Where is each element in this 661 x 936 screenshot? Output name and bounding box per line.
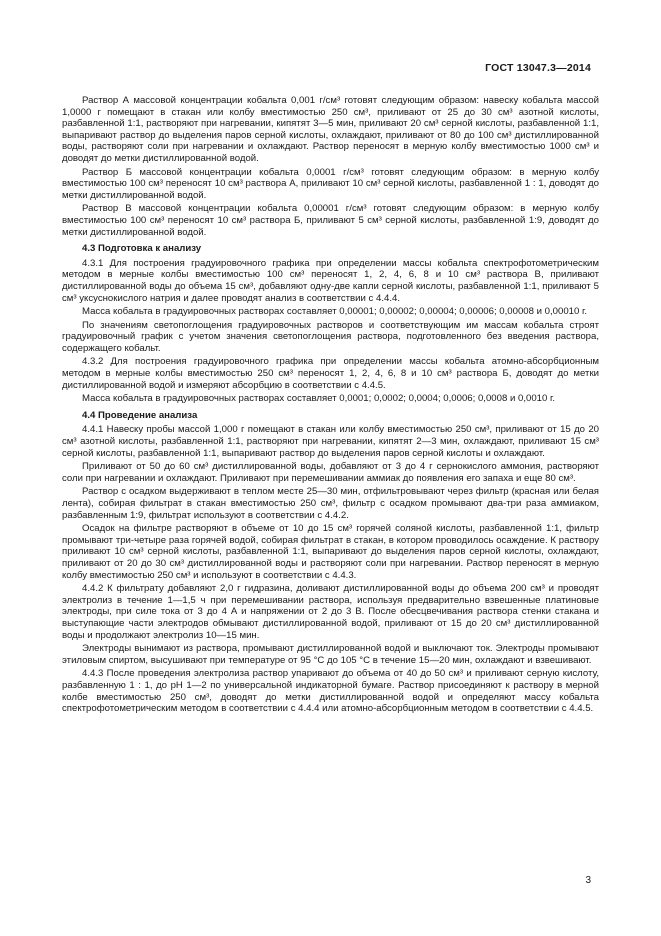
paragraph-4-3-2: 4.3.2 Для построения градуировочного графика при определении массы кобальта атомно-абсорбционным методом в мерные колбы вместимостью 250 см³ переносят 1, 2, 4, 6, 8 и 10 см³ раствора Б, доводят до метки дистиллированной водой и измеряют абсорбцию в соответствии с 4.4.5. xyxy=(62,356,599,391)
paragraph-precipitate: Осадок на фильтре растворяют в объеме от 10 до 15 см³ горячей соляной кислоты, разбавленной 1:1, фильтр промывают три-четыре раза горячей водой, собирая фильтрат в стакан, в котором проводилось осаждение. К раствору приливают 10 см³ серной кислоты, разбавленной 1:1, выпаривают до выделения паров серной кислоты, охлаждают, приливают от 20 до 30 см³ дистиллированной воды и растворяют соли при нагревании. Раствор переносят в мерную колбу вместимостью 250 см³ и используют в соответствии с 4.4.3. xyxy=(62,523,599,581)
paragraph-calibration-graph: По значениям светопоглощения градуировочных растворов и соответствующим им массам кобальта строят градуировочный график с учетом значения светопоглощения раствора, подготовленного без введения раствора, содержащего кобальт. xyxy=(62,319,599,354)
paragraph-solution-a: Раствор А массовой концентрации кобальта 0,001 г/см³ готовят следующим образом: навеску кобальта массой 1,0000 г помещают в стакан или колбу вместимостью 250 см³, приливают от 25 до 30 см³ азотной кислоты, разбавленной 1:1, растворяют при нагревании, кипятят 3—5 мин, приливают 20 см³ серной кислоты, разбавленной 1:1, выпаривают раствор до выделения паров серной кислоты, охлаждают, приливают от 80 до 100 см³ дистиллированной воды, растворяют соли при нагревании и охлаждают. Раствор переносят в мерную колбу вместимостью 1000 см³ и доводят до метки дистиллированной водой. xyxy=(62,95,599,164)
paragraph-4-4-2: 4.4.2 К фильтрату добавляют 2,0 г гидразина, доливают дистиллированной воды до объема 200 см³ и проводят электролиз в течение 1—1,5 ч при перемешивании раствора, используя предварительно взвешенные платиновые электроды, при силе тока от 3 до 4 А и напряжении от 2 до 3 В. После обесцвечивания раствора стенки стакана и выступающие части электродов обмывают дистиллированной водой, приливают от 15 до 20 см³ дистиллированной воды и продолжают электролиз 10—15 мин. xyxy=(62,583,599,641)
paragraph-solution-b: Раствор Б массовой концентрации кобальта 0,0001 г/см³ готовят следующим образом: в мерную колбу вместимостью 100 см³ переносят 10 см³ раствора А, приливают 10 см³ серной кислоты, разбавленной 1 : 1, доводят до метки дистиллированной водой. xyxy=(62,166,599,201)
section-heading-4-4: 4.4 Проведение анализа xyxy=(82,409,198,421)
document-body xyxy=(62,95,599,715)
paragraph-electrodes: Электроды вынимают из раствора, промывают дистиллированной водой и выключают ток. Электроды промывают этиловым спиртом, высушивают при температуре от 95 °С до 105 °С в течение 15—20 мин, охлаждают и взвешивают. xyxy=(62,643,599,666)
paragraph-solution-v: Раствор В массовой концентрации кобальта 0,00001 г/см³ готовят следующим образом: в мерную колбу вместимостью 100 см³ переносят 10 см³ раствора Б, приливают 5 см³ серной кислоты, разбавленной 1:9, доводят до метки дистиллированной водой. xyxy=(62,203,599,238)
page-number: 3 xyxy=(585,875,591,886)
paragraph-4-3-1: 4.3.1 Для построения градуировочного графика при определении массы кобальта спектрофотометрическим методом в мерные колбы вместимостью 100 см³ переносят 1, 2, 4, 6, 8 и 10 см³ раствора В, приливают дистиллированной воды до объема 15 см³, добавляют одну-две капли серной кислоты, разбавленной 1:1, приливают 5 см³ уксуснокислого натрия и далее проводят анализ в соответствии с 4.4.4. xyxy=(62,257,599,304)
paragraph-calibration-mass-2: Масса кобальта в градуировочных растворах составляет 0,0001; 0,0002; 0,0004; 0,0006; 0,0008 и 0,0010 г. xyxy=(82,393,555,405)
section-heading-4-3: 4.3 Подготовка к анализу xyxy=(82,243,202,255)
paragraph-calibration-mass-1: Масса кобальта в градуировочных растворах составляет 0,00001; 0,00002; 0,00004; 0,00006; 0,00008 и 0,00010 г. xyxy=(82,306,588,318)
document-standard-id: ГОСТ 13047.3—2014 xyxy=(485,62,591,74)
paragraph-ammonia: Приливают от 50 до 60 см³ дистиллированной воды, добавляют от 3 до 4 г сернокислого аммония, растворяют соли при нагревании и охлаждают. Приливают при перемешивании аммиак до появления его запаха и еще 80 см³. xyxy=(62,461,599,484)
paragraph-filtration: Раствор с осадком выдерживают в теплом месте 25—30 мин, отфильтровывают через фильтр (красная или белая лента), собирая фильтрат в стакан вместимостью 250 см³, фильтр с осадком промывают два-три раза аммиаком, разбавленным 1:9, фильтрат используют в соответствии с 4.4.2. xyxy=(62,486,599,521)
paragraph-4-4-3: 4.4.3 После проведения электролиза раствор упаривают до объема от 40 до 50 см³ и приливают серную кислоту, разбавленную 1 : 1, до рН 1—2 по универсальной индикаторной бумаге. Раствор присоединяют к раствору в мерной колбе вместимостью 250 см³, доводят до метки дистиллированной водой и определяют массу кобальта спектрофотометрическим методом в соответствии с 4.4.4 или атомно-абсорбционным методом в соответствии с 4.4.5. xyxy=(62,668,599,715)
paragraph-4-4-1: 4.4.1 Навеску пробы массой 1,000 г помещают в стакан или колбу вместимостью 250 см³, приливают от 15 до 20 см³ азотной кислоты, разбавленной 1:1, растворяют при нагревании, кипятят 2—3 мин, охлаждают, приливают 15 см³ серной кислоты, разбавленной 1:1, выпаривают раствор до выделения паров серной кислоты и охлаждают. xyxy=(62,424,599,459)
